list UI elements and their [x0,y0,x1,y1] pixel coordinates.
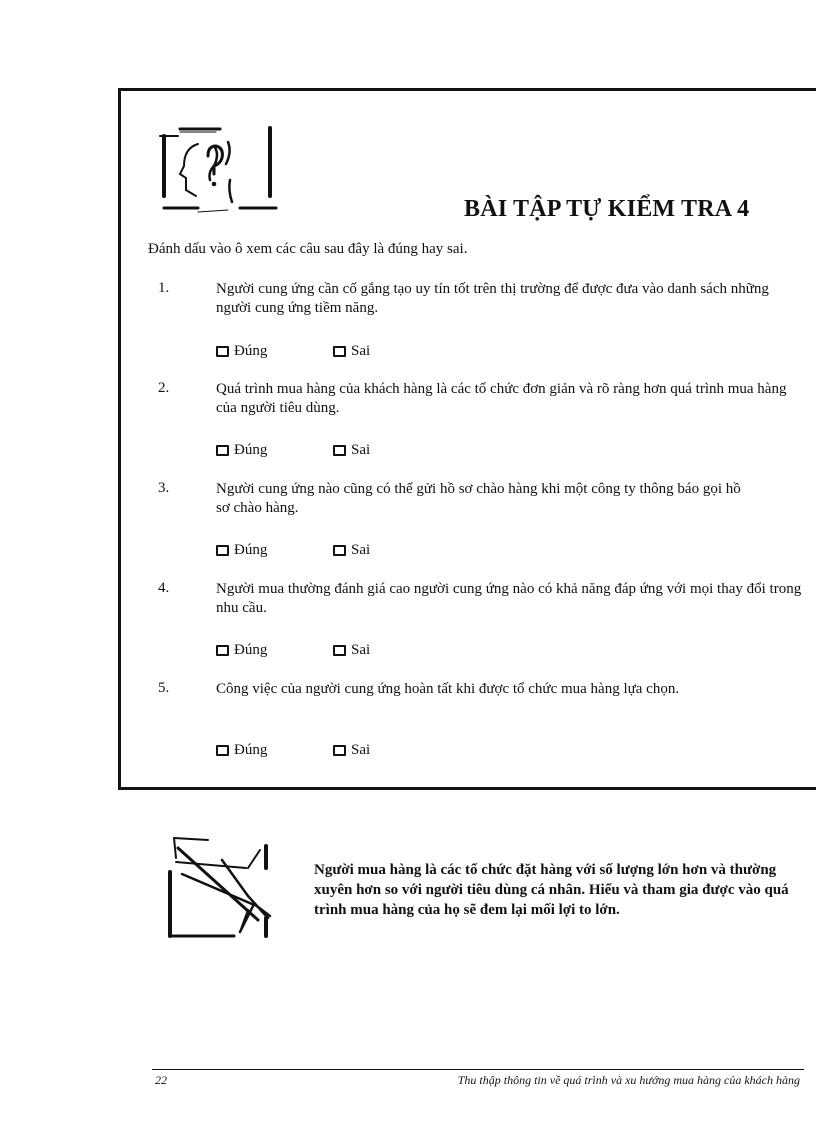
checkbox[interactable] [333,445,346,456]
footer-divider [152,1069,804,1070]
question-number: 5. [158,680,170,696]
question-head-icon [158,124,280,216]
option-false[interactable] [333,542,370,559]
checkbox[interactable] [216,745,229,756]
option-false[interactable] [333,742,370,759]
option-label: Sai [351,542,371,558]
arrow-icon [162,832,282,944]
question-number: 2. [158,380,170,396]
checkbox[interactable] [333,745,346,756]
checkbox[interactable] [216,645,229,656]
question-text: Quá trình mua hàng của khách hàng là các tổ chức đơn giản và rõ ràng hơn quá trình mua hàng của người tiêu dùng. [216,381,787,416]
option-label: Đúng [234,442,268,458]
option-label: Đúng [234,542,268,558]
option-true[interactable] [216,742,267,759]
option-label: Sai [351,442,371,458]
option-true[interactable] [216,442,267,459]
option-label: Đúng [234,343,268,359]
checkbox[interactable] [333,645,346,656]
option-true[interactable] [216,542,267,559]
footer-title: Thu thập thông tin về quá trình và xu hướng mua hàng của khách hàng [457,1073,800,1087]
checkbox[interactable] [216,346,229,357]
exercise-title: BÀI TẬP TỰ KIỂM TRA 4 [464,196,750,222]
option-false[interactable] [333,343,370,360]
checkbox[interactable] [216,445,229,456]
question-text: Công việc của người cung ứng hoàn tất khi được tổ chức mua hàng lựa chọn. [216,681,680,697]
question-text: Người cung ứng cần cố gắng tạo uy tín tốt trên thị trường để được đưa vào danh sách những người cung ứng tiềm năng. [216,281,769,316]
option-label: Sai [351,742,371,758]
page-number: 22 [155,1073,167,1087]
checkbox[interactable] [333,545,346,556]
option-label: Sai [351,642,371,658]
question-number: 3. [158,480,170,496]
checkbox[interactable] [216,545,229,556]
option-true[interactable] [216,343,267,360]
summary-text: Người mua hàng là các tổ chức đặt hàng với số lượng lớn hơn và thường xuyên hơn so với người tiêu dùng cá nhân. Hiểu và tham gia được vào quá trình mua hàng của họ sẽ đem lại mối lợi to lớn. [314,862,789,918]
option-false[interactable] [333,442,370,459]
option-label: Sai [351,343,371,359]
checkbox[interactable] [333,346,346,357]
question-number: 1. [158,280,170,296]
instruction-text: Đánh dấu vào ô xem các câu sau đây là đúng hay sai. [148,241,468,257]
option-true[interactable] [216,642,267,659]
question-number: 4. [158,580,170,596]
question-text: Người mua thường đánh giá cao người cung ứng nào có khả năng đáp ứng với mọi thay đổi trong nhu cầu. [216,581,802,616]
option-label: Đúng [234,642,268,658]
question-text: Người cung ứng nào cũng có thể gửi hồ sơ chào hàng khi một công ty thông báo gọi hồ sơ chào hàng. [216,481,741,516]
option-false[interactable] [333,642,370,659]
option-label: Đúng [234,742,268,758]
